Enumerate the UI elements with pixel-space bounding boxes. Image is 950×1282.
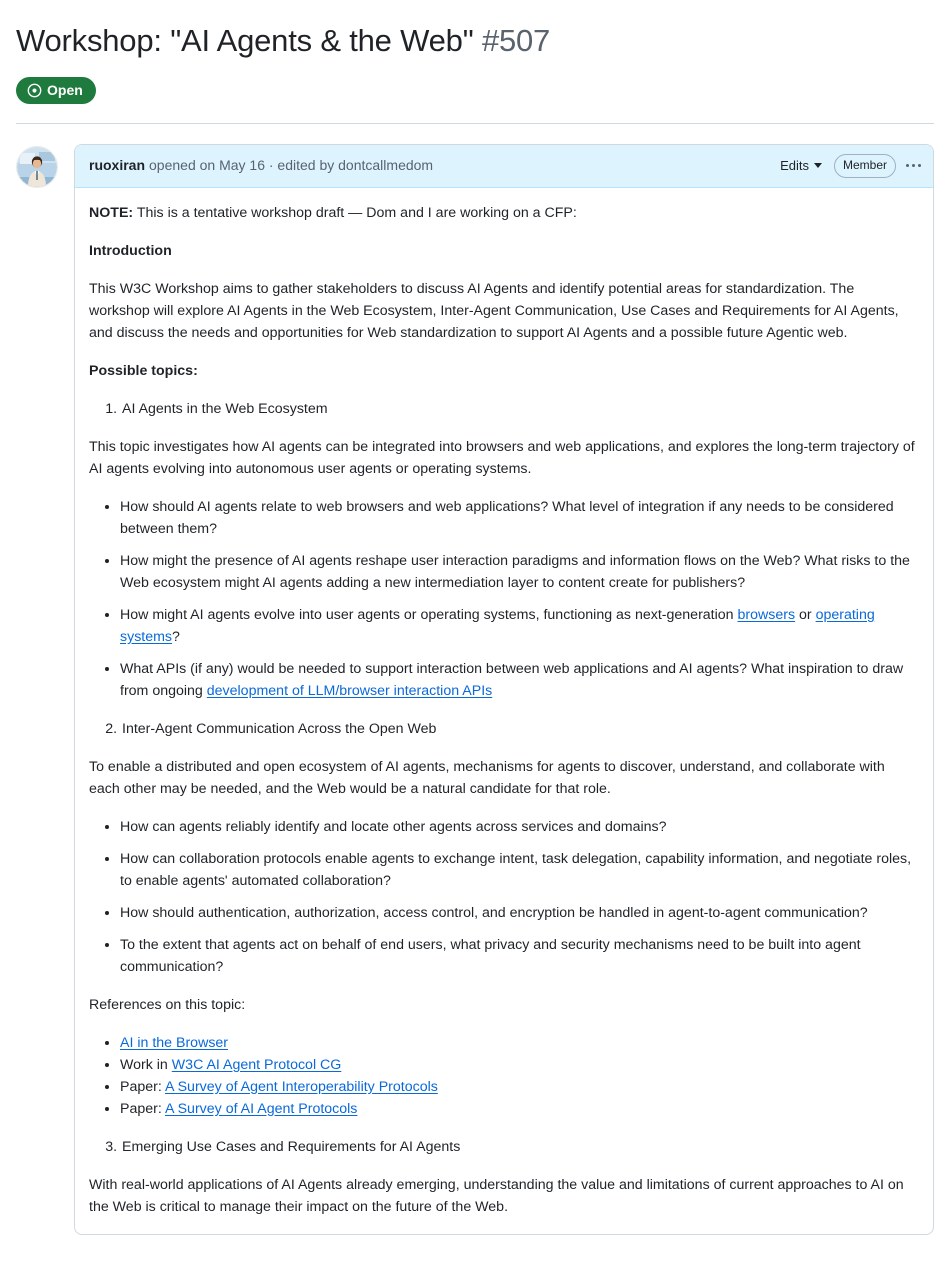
topic-list-2 (89, 718, 917, 740)
author-association-badge: Member (834, 154, 896, 178)
link-ai-in-the-browser[interactable]: AI in the Browser (120, 1034, 229, 1051)
topic1-paragraph: This topic investigates how AI agents can be integrated into browsers and web applications, and explores the long-term trajectory of AI agents evolving into autonomous user agents or operating systems. (89, 438, 915, 477)
bullet3-post: ? (172, 628, 180, 645)
kebab-menu-icon[interactable] (906, 164, 921, 167)
list-item: • How should authentication, authorization, access control, and encryption be handled in agent-to-agent communication? (120, 902, 917, 924)
issue-open-icon (27, 83, 42, 98)
bullet4-pre: What APIs (if any) would be needed to support interaction between web applications and AI agents? What inspiration to draw from ongoing (120, 660, 904, 699)
issue-page (0, 22, 950, 1235)
list-item (120, 1076, 917, 1098)
list-item: • How can collaboration protocols enable agents to exchange intent, task delegation, capability information, and negotiate roles, to enable agents' automated collaboration? (120, 848, 917, 892)
note-label: NOTE: (89, 204, 134, 221)
link-llm-browser-apis[interactable]: development of LLM/browser interaction APIs (206, 682, 493, 699)
list-item (120, 658, 917, 702)
intro-heading-label: Introduction (89, 242, 172, 259)
bullet3-pre: How might AI agents evolve into user agents or operating systems, functioning as next-generation (120, 606, 738, 623)
possible-topics-label: Possible topics: (89, 362, 198, 379)
link-operating-systems[interactable]: operating systems (120, 606, 875, 645)
topic2-bullets (89, 816, 917, 978)
topic1-bullets (89, 496, 917, 702)
note-text: This is a tentative workshop draft — Dom and I are working on a CFP: (133, 204, 577, 221)
list-item (120, 1032, 917, 1054)
list-item: • To the extent that agents act on behalf of end users, what privacy and security mechanisms need to be built into agent communication? (120, 934, 917, 978)
header-divider (16, 123, 934, 124)
edits-label: Edits (780, 157, 809, 173)
comment-header (75, 145, 933, 188)
ref4-pre: Paper: (120, 1100, 165, 1117)
link-survey-agent-interoperability[interactable]: A Survey of Agent Interoperability Protocols (164, 1078, 438, 1095)
list-item (120, 1098, 917, 1120)
status-badge-label: Open (47, 82, 83, 99)
topic-list-3 (89, 1136, 917, 1158)
ref3-pre: Paper: (120, 1078, 165, 1095)
issue-state-row (16, 77, 934, 104)
chevron-down-icon (814, 163, 822, 168)
ref2-pre: Work in (120, 1056, 172, 1073)
avatar[interactable] (16, 146, 58, 188)
status-badge (16, 77, 96, 104)
list-item: • How should AI agents relate to web browsers and web applications? What level of integration if any needs to be considered between them? (120, 496, 917, 540)
comment-author[interactable]: ruoxiran (89, 156, 146, 173)
comment-thread (16, 144, 934, 1235)
list-item (120, 604, 917, 648)
list-item: • How can agents reliably identify and locate other agents across services and domains? (120, 816, 917, 838)
references-list (89, 1032, 917, 1120)
list-item: 2. Inter-Agent Communication Across the Open Web (121, 718, 917, 740)
topic2-paragraph: To enable a distributed and open ecosystem of AI agents, mechanisms for agents to discover, understand, and collaborate with each other may be needed, and the Web would be a natural candidate for that role. (89, 758, 885, 797)
page-title (16, 22, 934, 61)
comment-box (74, 144, 934, 1235)
topic3-paragraph: With real-world applications of AI Agents already emerging, understanding the value and limitations of current approaches to AI on the Web is critical to manage their impact on the future of the Web. (89, 1176, 904, 1215)
link-browsers[interactable]: browsers (737, 606, 796, 623)
bullet3-mid: or (795, 606, 816, 623)
comment-body (75, 188, 933, 1234)
comment-meta: opened on May 16 · edited by dontcallmedom (149, 156, 434, 173)
list-item: • How might the presence of AI agents reshape user interaction paradigms and information flows on the Web? What risks to the Web ecosystem might AI agents adding a new intermediation layer to content create for publishers? (120, 550, 917, 594)
note-paragraph (89, 202, 917, 224)
intro-heading (89, 240, 917, 262)
topic-list-1 (89, 398, 917, 420)
issue-number: #507 (481, 23, 551, 58)
list-item: 3. Emerging Use Cases and Requirements for AI Agents (121, 1136, 917, 1158)
possible-topics-heading (89, 360, 917, 382)
list-item (120, 1054, 917, 1076)
link-survey-ai-agent-protocols[interactable]: A Survey of AI Agent Protocols (164, 1100, 358, 1117)
issue-title-text: Workshop: "AI Agents & the Web" (16, 23, 474, 58)
references-label: References on this topic: (89, 996, 246, 1013)
edits-dropdown[interactable] (780, 157, 822, 175)
list-item: 1. AI Agents in the Web Ecosystem (121, 398, 917, 420)
intro-paragraph: This W3C Workshop aims to gather stakeholders to discuss AI Agents and identify potential areas for standardization. The workshop will explore AI Agents in the Web Ecosystem, Inter-Agent Communication, Use Cases and Requirements for AI Agents, and discuss the needs and opportunities for Web standardization to support AI Agents and a possible future Agentic web. (89, 280, 899, 341)
link-w3c-ai-agent-protocol-cg[interactable]: W3C AI Agent Protocol CG (171, 1056, 342, 1073)
